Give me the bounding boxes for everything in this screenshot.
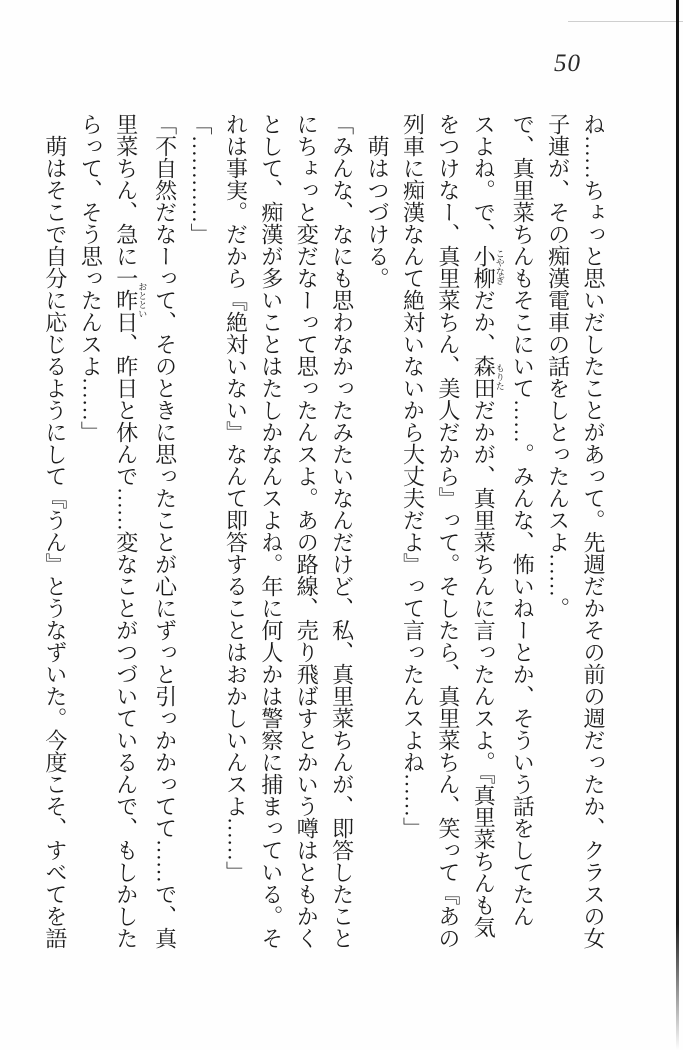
text-line: スよね。で、小柳こやなぎだか、森田もりただかが、真里菜ちんに言ったんスよ。『真里菜ちんも気 [471,113,505,938]
text-line: ね……ちょっと思いだしたことがあって。先週だかその前の週だったか、クラスの女 [581,113,606,949]
page-edge-line [676,0,679,1050]
text-line: れは事実。だから『絶対いない』なんて即答することはおかしいんスよ……」 [223,113,249,883]
text-line: 子連が、その痴漢電車の話をしとったんスよ……。 [545,113,571,619]
text-line: として、痴漢が多いことはたしかなんスよね。年に何人かは警察に捕まっている。そ [258,113,284,949]
vertical-text-block [38,113,612,953]
text-line: らって、そう思ったんスよ……」 [78,113,104,443]
text-line: 列車に痴漢なんて絶対いないから大丈夫だよ』って言ったんスよね……」 [400,113,426,839]
text-line: で、真里菜ちんもそこにいて……。みんな、怖いねーとか、そういう話をしてたん [510,113,536,927]
text-line: にちょっと変だなーって思ったんスよ。あの路線、売り飛ばすとかいう噂はともかく [294,113,320,949]
text-line: 「不自然だなーって、そのときに思ったことが心にずっと引っかかってて……で、真 [152,113,178,949]
ruby-annotation: 森田もりた [471,355,505,399]
text-line: 里菜ちん、急に一昨日おととい、昨日と休んで……変なことがつづいているんで、もしかした [113,113,148,949]
text-line: 「…………」 [188,113,214,245]
ruby-annotation: 小柳こやなぎ [471,245,505,289]
text-line: 萌はつづける。 [365,135,391,289]
page-number: 50 [554,50,581,77]
text-line: 萌はそこで自分に応じるようにして『うん』とうなずいた。今度こそ、すべてを語 [42,135,68,949]
ruby-annotation: 一昨日おととい [113,267,148,333]
text-line: をつけなー、真里菜ちん、美人だから』って。そしたら、真里菜ちん、笑って『あの [435,113,461,949]
furigana-text: こやなぎ [494,245,505,289]
scan-artifact-line [568,21,683,22]
furigana-text: もりた [494,355,505,399]
text-line: 「みんな、なにも思わなかったみたいなんだけど、私、真里菜ちんが、即答したこと [329,113,355,949]
furigana-text: おととい [137,267,148,333]
